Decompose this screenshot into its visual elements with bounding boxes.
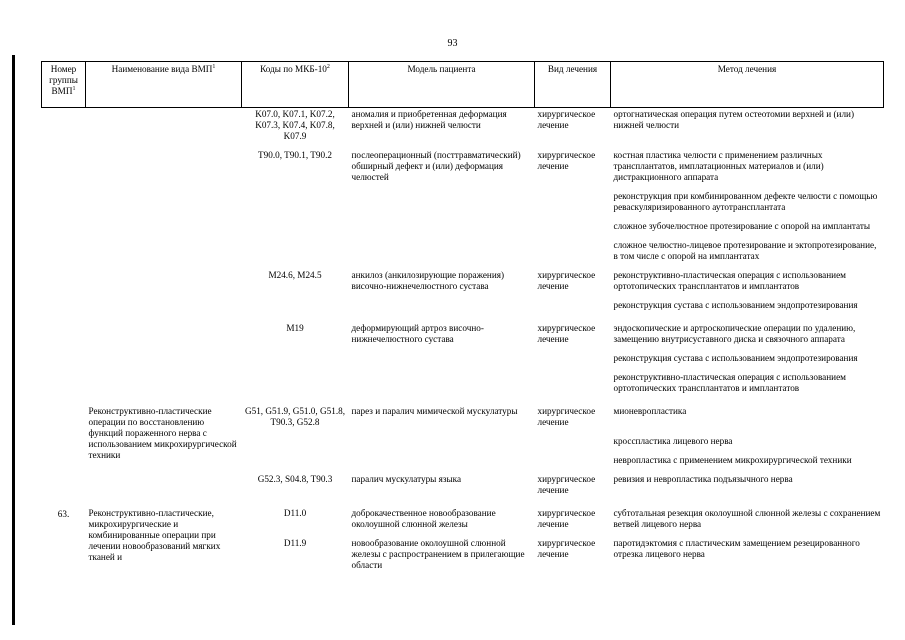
cell-icd-codes <box>242 190 349 214</box>
cell-group-number <box>42 473 86 497</box>
cell-patient-model <box>349 239 535 263</box>
cell-group-number <box>42 108 86 144</box>
cell-vmp-name <box>86 299 242 312</box>
cell-patient-model: послеоперационный (посттравматический) обширный дефект и (или) деформация челюстей <box>351 150 521 182</box>
cell-treatment-type: хирургическое лечение <box>537 109 596 130</box>
cell-vmp-name <box>86 322 242 346</box>
table-header-row <box>42 62 884 108</box>
cell-group-number <box>42 435 86 448</box>
cell-vmp-name <box>86 190 242 214</box>
cell-treatment-type <box>535 454 611 467</box>
cell-patient-model <box>349 435 535 448</box>
cell-group-number <box>42 322 86 346</box>
cell-treatment-type <box>535 299 611 312</box>
cell-vmp-name <box>86 149 242 184</box>
cell-group-number <box>42 405 86 429</box>
cell-treatment-method: реконструкция при комбинированном дефекте челюсти с помощью реваскуляризированного аутотрансплантата <box>613 191 878 212</box>
cell-group-number <box>42 149 86 184</box>
table-row <box>42 405 884 429</box>
cell-patient-model: новообразование околоушной слюнной железы с распространением в прилегающие области <box>351 538 525 570</box>
cell-vmp-name <box>86 239 242 263</box>
cell-patient-model: аномалия и приобретенная деформация верхней и (или) нижней челюсти <box>351 109 507 130</box>
cell-treatment-method: кросспластика лицевого нерва <box>613 436 733 446</box>
cell-icd-codes <box>242 352 349 365</box>
table-row <box>42 239 884 263</box>
cell-icd-codes <box>242 454 349 467</box>
cell-treatment-type <box>535 190 611 214</box>
cell-vmp-name: Реконструктивно-пластические, микрохирургические и комбинированные операции при лечении новообразований мягких тканей и <box>88 508 221 562</box>
cell-treatment-method: эндоскопические и артроскопические операции по удалению, замещению внутрисуставного диска и связочного аппарата <box>613 323 856 344</box>
table-row <box>42 108 884 144</box>
cell-treatment-method: паротидэктомия с пластическим замещением резецированного отрезка лицевого нерва <box>613 538 860 559</box>
cell-icd-codes <box>242 435 349 448</box>
cell-treatment-type: хирургическое лечение <box>537 270 596 291</box>
cell-icd-codes: M19 <box>286 323 304 333</box>
cell-treatment-method: ортогнатическая операция путем остеотомии верхней и (или) нижней челюсти <box>613 109 855 130</box>
cell-treatment-type: хирургическое лечение <box>537 150 596 171</box>
cell-group-number <box>42 352 86 365</box>
cell-patient-model <box>349 454 535 467</box>
cell-treatment-method: мионевропластика <box>613 406 687 416</box>
cell-treatment-type: хирургическое лечение <box>537 474 596 495</box>
cell-icd-codes: M24.6, M24.5 <box>268 270 322 280</box>
cell-treatment-method: реконструктивно-пластическая операция с использованием ортотопических трансплантатов и имплантатов <box>613 270 846 291</box>
cell-treatment-type <box>535 435 611 448</box>
cell-group-number <box>42 454 86 467</box>
cell-treatment-type: хирургическое лечение <box>537 538 596 559</box>
cell-treatment-type <box>535 352 611 365</box>
cell-treatment-type: хирургическое лечение <box>537 406 596 427</box>
cell-group-number: 63. <box>57 509 70 519</box>
cell-patient-model <box>349 299 535 312</box>
cell-vmp-name <box>86 108 242 144</box>
cell-treatment-method: реконструкция сустава с использованием эндопротезирования <box>613 353 858 363</box>
header-treatment-method: Метод лечения <box>611 62 884 108</box>
cell-patient-model: анкилоз (анкилозирующие поражения) височно-нижнечелюстного сустава <box>351 270 505 291</box>
cell-vmp-name: Реконструктивно-пластические операции по восстановлению функций пораженного нерва с использованием микрохирургической техники <box>88 406 237 460</box>
table-row <box>42 507 884 531</box>
cell-vmp-name <box>86 269 242 293</box>
cell-treatment-method: субтотальная резекция околоушной слюнной железы с сохранением ветвей лицевого нерва <box>613 508 881 529</box>
cell-icd-codes <box>242 220 349 233</box>
cell-patient-model: паралич мускулатуры языка <box>351 474 462 484</box>
cell-treatment-type: хирургическое лечение <box>537 323 596 344</box>
table-row <box>42 220 884 233</box>
cell-treatment-method: реконструкция сустава с использованием эндопротезирования <box>613 300 858 310</box>
cell-treatment-method: сложное челюстно-лицевое протезирование и эктопротезирование, в том числе с опорой на имплантатах <box>613 240 877 261</box>
cell-treatment-method: сложное зубочелюстное протезирование с опорой на имплантаты <box>613 221 871 231</box>
cell-icd-codes <box>242 299 349 312</box>
cell-treatment-type <box>535 220 611 233</box>
cell-patient-model: доброкачественное новообразование околоушной слюнной железы <box>351 508 496 529</box>
cell-icd-codes: G51, G51.9, G51.0, G51.8, T90.3, G52.8 <box>244 406 346 427</box>
cell-group-number <box>42 299 86 312</box>
table-row <box>42 473 884 497</box>
cell-group-number <box>42 190 86 214</box>
cell-group-number <box>42 239 86 263</box>
vmp-table <box>41 61 884 572</box>
table-row <box>42 190 884 214</box>
table-row <box>42 149 884 184</box>
cell-patient-model: парез и паралич мимической мускулатуры <box>351 406 518 416</box>
cell-icd-codes: K07.0, K07.1, K07.2, K07.3, K07.4, K07.8, K07.9 <box>255 109 335 141</box>
table-row <box>42 299 884 312</box>
cell-icd-codes: D11.0 <box>283 508 307 518</box>
header-group-number: Номер группы ВМП$^1$ <box>42 62 86 108</box>
cell-treatment-method: ревизия и невропластика подъязычного нерва <box>613 474 793 484</box>
cell-icd-codes <box>242 371 349 395</box>
cell-icd-codes: T90.0, T90.1, T90.2 <box>258 150 332 160</box>
cell-vmp-name <box>86 220 242 233</box>
table-row <box>42 371 884 395</box>
header-vmp-name: Наименование вида ВМП$^1$ <box>86 62 242 108</box>
cell-treatment-type <box>535 239 611 263</box>
cell-vmp-name <box>86 473 242 497</box>
cell-icd-codes: D11.9 <box>283 538 307 548</box>
cell-treatment-method: костная пластика челюсти с применением различных трансплантатов, имплатационных материалов и (или) дистракционного аппарата <box>613 150 824 182</box>
cell-group-number <box>42 220 86 233</box>
cell-treatment-method: реконструктивно-пластическая операция с использованием ортотопических трансплантатов и имплантатов <box>613 372 846 393</box>
table-row <box>42 352 884 365</box>
header-treatment-type: Вид лечения <box>535 62 611 108</box>
header-patient-model: Модель пациента <box>349 62 535 108</box>
left-margin-bar <box>12 55 15 625</box>
cell-icd-codes: G52.3, S04.8, T90.3 <box>257 474 333 484</box>
page-number: 93 <box>447 38 458 49</box>
cell-group-number <box>42 371 86 395</box>
cell-patient-model: деформирующий артроз височно-нижнечелюстного сустава <box>351 323 484 344</box>
cell-treatment-type <box>535 371 611 395</box>
cell-icd-codes <box>242 239 349 263</box>
cell-vmp-name <box>86 371 242 395</box>
cell-vmp-name <box>86 352 242 365</box>
cell-patient-model <box>349 371 535 395</box>
cell-patient-model <box>349 352 535 365</box>
cell-treatment-type: хирургическое лечение <box>537 508 596 529</box>
cell-group-number <box>42 269 86 293</box>
cell-patient-model <box>349 220 535 233</box>
table-row <box>42 269 884 293</box>
table-row <box>42 322 884 346</box>
cell-treatment-method: невропластика с применением микрохирургической техники <box>613 455 852 465</box>
cell-patient-model <box>349 190 535 214</box>
header-icd-codes: Коды по МКБ-$10^2$ <box>242 62 349 108</box>
